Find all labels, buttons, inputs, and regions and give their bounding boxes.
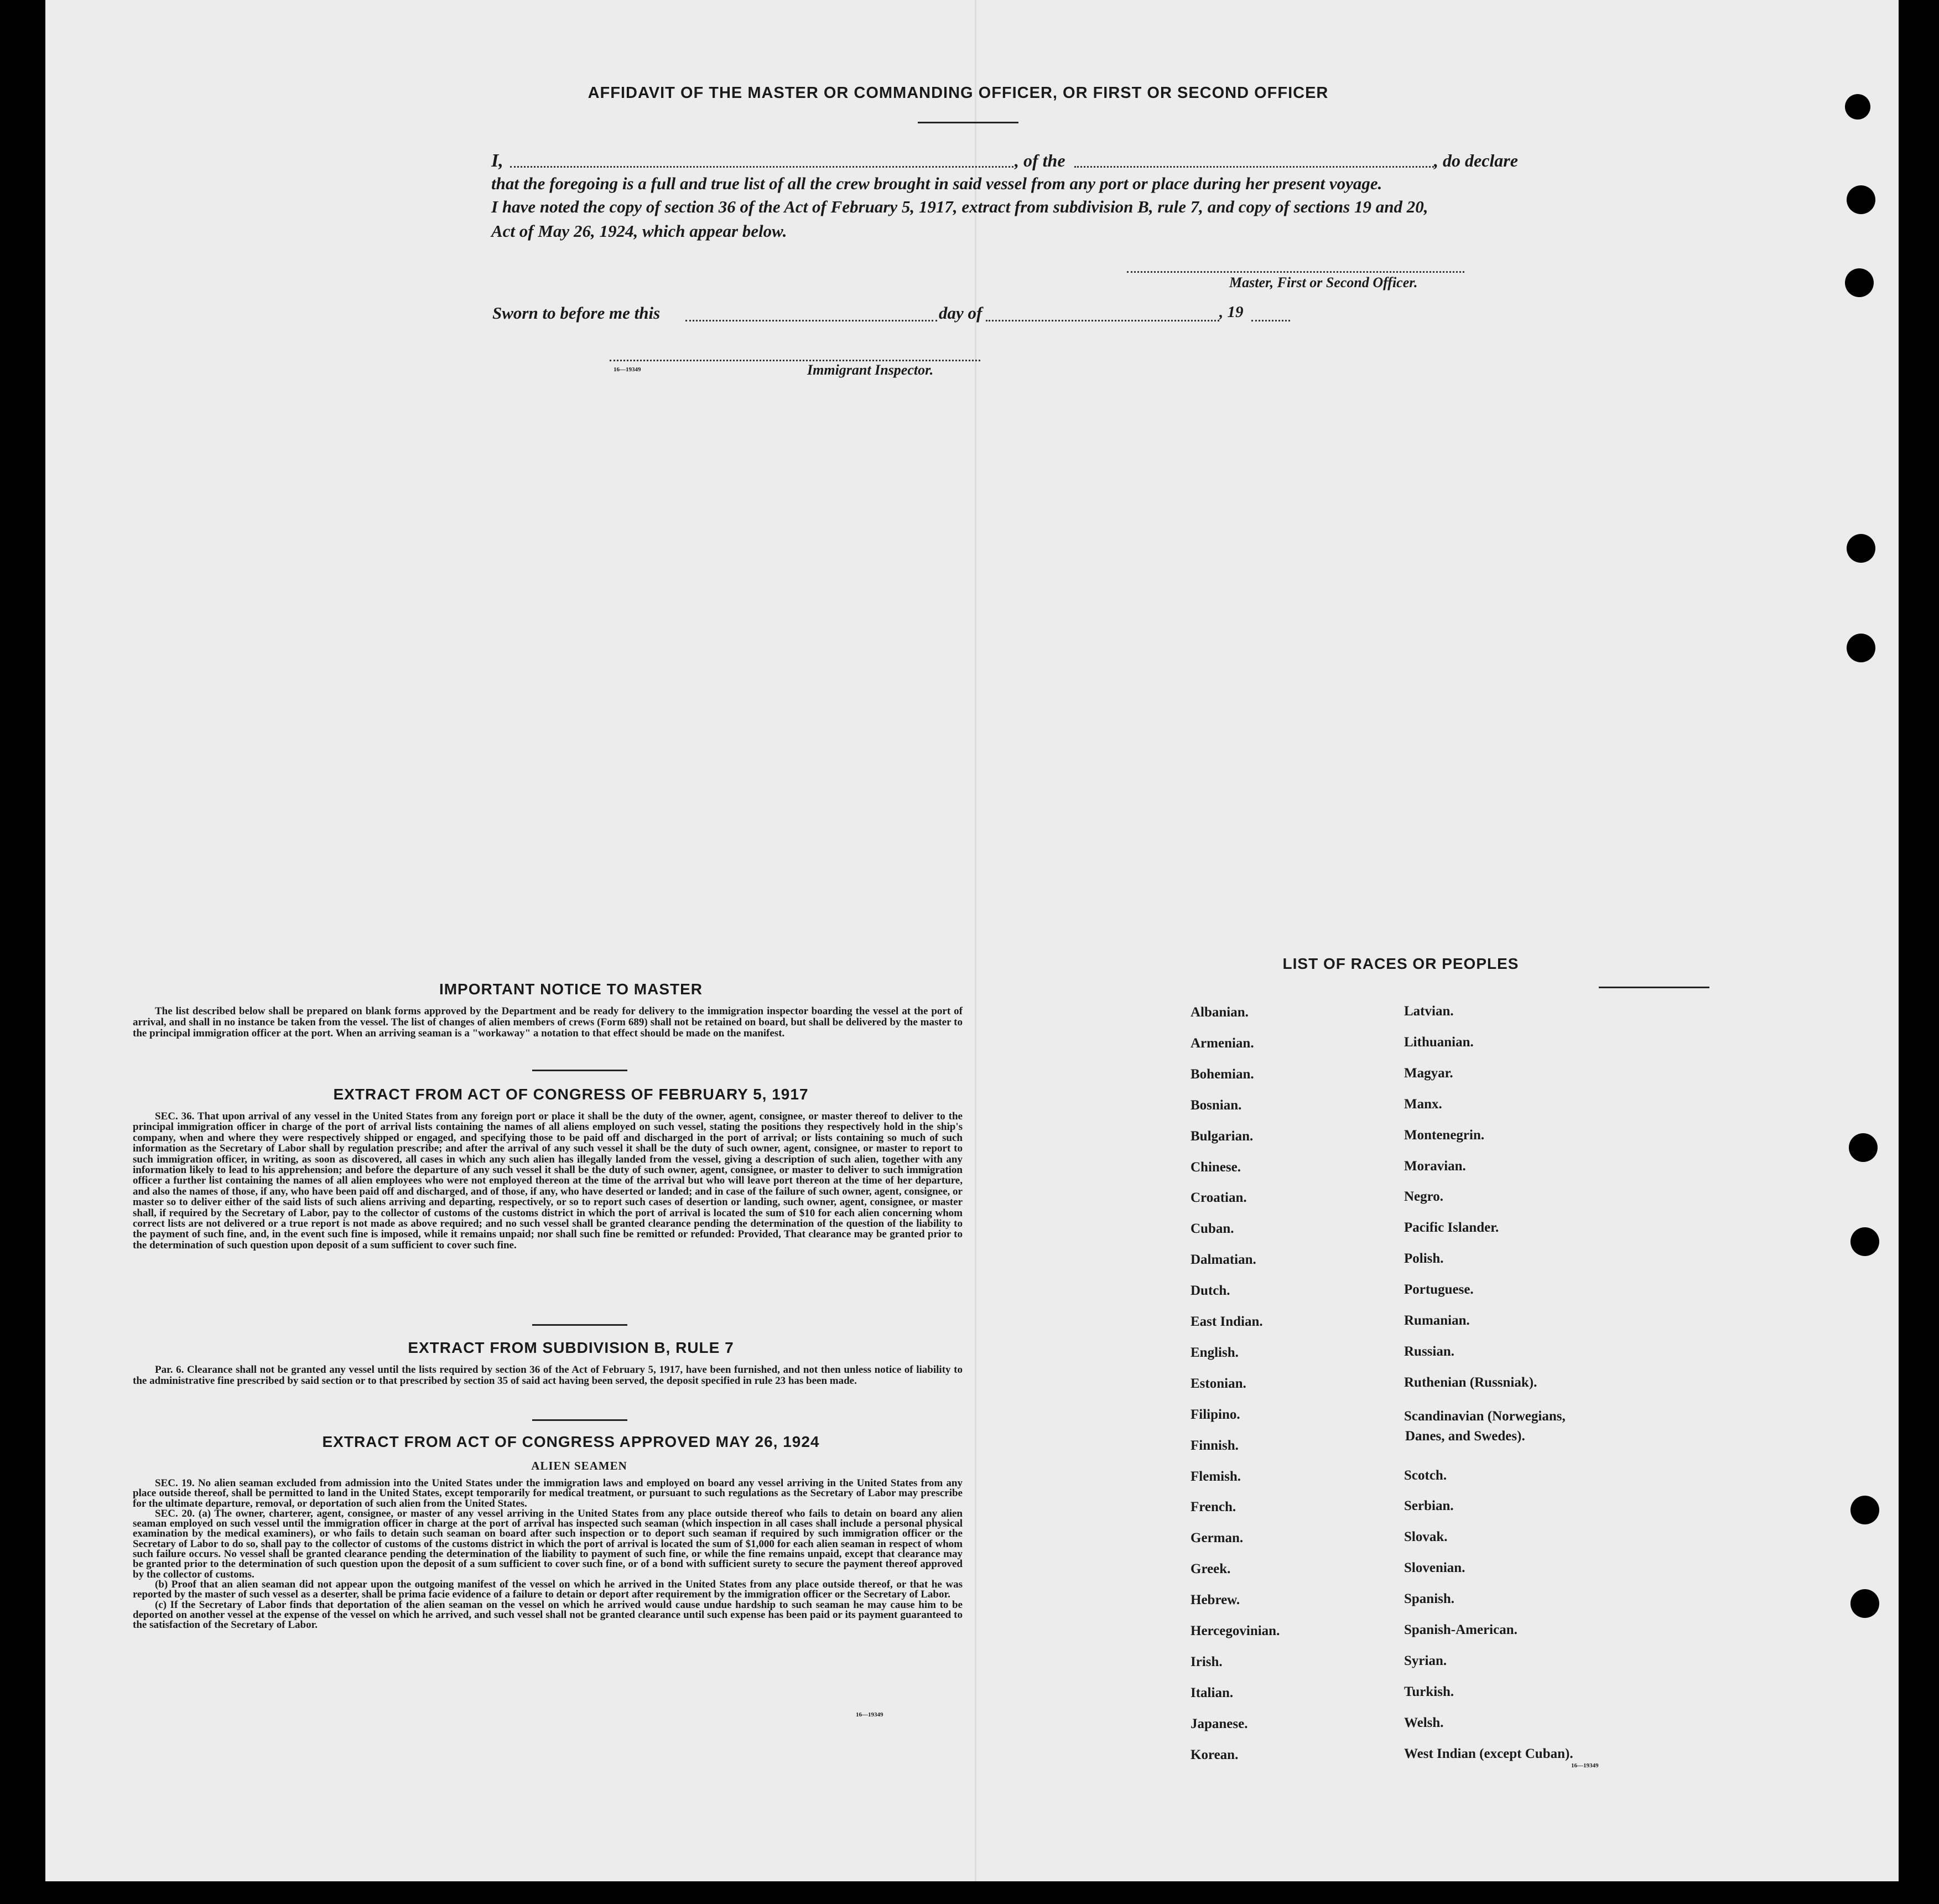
races-title: LIST OF RACES OR PEOPLES xyxy=(1282,955,1519,972)
race-item: Lithuanian. xyxy=(1404,1034,1474,1050)
binder-hole xyxy=(1847,185,1875,214)
day-blank xyxy=(685,320,937,321)
sworn-text: Sworn to before me this xyxy=(492,303,661,323)
race-item: Scandinavian (Norwegians, xyxy=(1404,1409,1566,1424)
affidavit-form-number: 16—19349 xyxy=(614,366,641,373)
binder-hole xyxy=(1849,1133,1878,1162)
race-item: Hercegovinian. xyxy=(1191,1623,1280,1638)
race-item: East Indian. xyxy=(1191,1314,1263,1329)
extract-1924-text xyxy=(133,1478,963,1630)
binder-hole xyxy=(1847,634,1875,662)
race-item: Estonian. xyxy=(1191,1376,1246,1391)
race-item: Spanish-American. xyxy=(1404,1622,1517,1637)
binder-hole xyxy=(1850,1496,1879,1524)
race-item: Spanish. xyxy=(1404,1591,1455,1607)
sec-20a-text: SEC. 20. (a) The owner, charterer, agent, consignee, or master of any vessel arriving in the United States from any place outside thereof who fails to detain on board any alien seaman employed on such vessel until the immigration officer in charge at the port of arrival has inspected such seaman (which inspection in all cases shall include a personal physical examination by the medical examiners), or who fails to detain such seaman on board after such inspection or to deport such seaman if required by such immigration officer or the Secretary of Labor to do so, shall pay to the collector of customs of the customs district in which the port of arrival is located the sum of $1,000 for each alien seaman in respect of whom such failure occurs. No vessel shall be granted clearance pending the determination of the liability to payment of such fine, or while the fine remains unpaid, except that clearance may be granted prior to the determination of such question upon the deposit of a sum sufficient to cover such fine, or of a bond with sufficient surety to secure the payment thereof approved by the collector of customs. xyxy=(133,1507,963,1580)
binder-hole xyxy=(1850,1227,1879,1256)
race-item: Latvian. xyxy=(1404,1004,1454,1019)
race-item: Portuguese. xyxy=(1404,1282,1474,1298)
race-item: Slovak. xyxy=(1404,1529,1448,1545)
scandinavian-cont: Danes, and Swedes). xyxy=(1405,1429,1525,1444)
signature-label: Master, First or Second Officer. xyxy=(1229,274,1418,290)
race-item: Pacific Islander. xyxy=(1404,1220,1499,1236)
extract-form-number: 16—19349 xyxy=(856,1711,883,1718)
sec-20b-text: (b) Proof that an alien seaman did not appear upon the outgoing manifest of the vessel on which he arrived in the United States from any place outside thereof, or that he was reported by the master of such vessel as a deserter, shall be prima facie evidence of a failure to detain or deport after requirement by the immigration officer or the Secretary of Labor. xyxy=(133,1578,963,1601)
race-item: Dutch. xyxy=(1191,1283,1230,1299)
year-blank xyxy=(1251,320,1290,321)
race-item: Bohemian. xyxy=(1191,1066,1254,1082)
rule7-title: EXTRACT FROM SUBDIVISION B, RULE 7 xyxy=(408,1339,734,1356)
extract-1917-text: SEC. 36. That upon arrival of any vessel in the United States from any foreign port or place it shall be the duty of the owner, agent, consignee, or master thereof to deliver to the principal immigration officer in charge of the port of arrival lists containing the names of all aliens employed on such vessel, stating the positions they respectively hold in the ship's company, when and where they were respectively shipped or engaged, and specifying those to be paid off and discharged in the port of arrival; or lists containing so much of such information as the Secretary of Labor shall by regulation prescribe; and after the arrival of any such vessel it shall be the duty of such owner, agent, consignee, or master to report to such immigration officer, in writing, as soon as discovered, all cases in which any such alien has illegally landed from the vessel, giving a description of such alien, together with any information likely to lead to his apprehension; and before the departure of any such vessel it shall be the duty of such owner, agent, consignee, or master to deliver to such immigration officer a further list containing the names of all alien employees who were not employed thereon at the time of the arrival but who will leave port thereon at the time of her departure, and also the names of those, if any, who have been paid off and discharged, and of those, if any, who have deserted or landed; and in case of the failure of such owner, agent, consignee, or master so to deliver either of the said lists of such aliens arriving and departing, respectively, or so to report such cases of desertion or landing, such owner, agent, consignee, or master shall, if required by the Secretary of Labor, pay to the collector of customs of the customs district in which the port of arrival is located the sum of $10 for each alien concerning whom correct lists are not delivered or a true report is not made as above required; and no such vessel shall be granted clearance pending the determination of the question of the liability to the payment of such fine, and, in the event such fine is imposed, while it remains unpaid; nor shall such fine be remitted or refunded: Provided, That clearance may be granted prior to the determination of such question upon deposit of a sum sufficient to cover such fine. xyxy=(133,1111,963,1251)
document-page xyxy=(45,0,1899,1881)
race-item: French. xyxy=(1191,1500,1236,1515)
race-item: Cuban. xyxy=(1191,1221,1234,1237)
affidavit-title-rule xyxy=(918,122,1018,123)
race-item: Korean. xyxy=(1191,1747,1239,1762)
binder-hole xyxy=(1845,94,1870,120)
races-form-number: 16—19349 xyxy=(1571,1762,1599,1769)
race-item: Finnish. xyxy=(1191,1438,1239,1453)
binder-hole xyxy=(1850,1589,1879,1618)
race-item: Ruthenian (Russniak). xyxy=(1404,1374,1537,1390)
race-item: Manx. xyxy=(1404,1096,1442,1112)
extract-1924-title: EXTRACT FROM ACT OF CONGRESS APPROVED MAY 26, 1924 xyxy=(322,1433,820,1450)
sec-19-text: SEC. 19. No alien seaman excluded from admission into the United States under the immigration laws and employed on board any vessel arriving in the United States from any place outside thereof, shall be permitted to land in the United States, except temporarily for medical treatment, or pursuant to such regulations as the Secretary of Labor may prescribe for the ultimate departure, removal, or deportation of such alien from the United States. xyxy=(133,1477,963,1509)
affidavit-line-2: that the foregoing is a full and true list of all the crew brought in said vessel from any port or place during her present voyage. xyxy=(491,174,1382,193)
race-item: Negro. xyxy=(1404,1189,1444,1205)
inspector-label: Immigrant Inspector. xyxy=(807,362,934,378)
year-text: , 19 xyxy=(1219,303,1244,321)
race-item: Polish. xyxy=(1404,1251,1444,1267)
race-item: Chinese. xyxy=(1191,1159,1241,1175)
race-item: Magyar. xyxy=(1404,1065,1453,1081)
affidavit-title: AFFIDAVIT OF THE MASTER OR COMMANDING OFFICER, OR FIRST OR SECOND OFFICER xyxy=(588,84,1329,102)
inspector-blank xyxy=(610,360,980,361)
race-item: Albanian. xyxy=(1191,1005,1249,1020)
races-title-rule xyxy=(1599,987,1709,988)
race-item: Montenegrin. xyxy=(1404,1127,1485,1143)
binder-hole xyxy=(1847,534,1875,563)
race-item: Bosnian. xyxy=(1191,1097,1242,1113)
extract-1917-title: EXTRACT FROM ACT OF CONGRESS OF FEBRUARY 5, 1917 xyxy=(333,1086,809,1103)
notice-text: The list described below shall be prepared on blank forms approved by the Department and be ready for delivery to the immigration inspector boarding the vessel at the port of arrival, and shall in no instance be taken from the vessel. The list of changes of alien members of crews (Form 689) shall not be retained on board, but shall be delivered by the master to the principal immigration officer at the port. When an arriving seaman is a "workaway" a notation to that effect should be made on the manifest. xyxy=(133,1005,963,1039)
race-item: Turkish. xyxy=(1404,1684,1454,1699)
race-item: German. xyxy=(1191,1531,1244,1546)
race-item: Syrian. xyxy=(1404,1653,1447,1668)
race-item: West Indian (except Cuban). xyxy=(1404,1746,1573,1761)
race-item: Greek. xyxy=(1191,1561,1231,1577)
race-item: Moravian. xyxy=(1404,1158,1466,1174)
race-item: Rumanian. xyxy=(1404,1313,1470,1328)
name-blank xyxy=(510,166,1013,168)
vessel-blank xyxy=(1074,166,1434,168)
race-item: Serbian. xyxy=(1404,1498,1454,1514)
page-fold xyxy=(975,0,976,1881)
race-item: Dalmatian. xyxy=(1191,1252,1256,1268)
alien-seamen-subtitle: ALIEN SEAMEN xyxy=(531,1459,627,1472)
race-item: Irish. xyxy=(1191,1654,1223,1669)
race-item: Japanese. xyxy=(1191,1716,1248,1731)
affidavit-do-declare: , do declare xyxy=(1434,151,1518,170)
rule7-rule-bottom xyxy=(532,1419,627,1421)
race-item: English. xyxy=(1191,1345,1239,1360)
race-item: Filipino. xyxy=(1191,1407,1240,1422)
rule7-text: Par. 6. Clearance shall not be granted any vessel until the lists required by section 36 of the Act of February 5, 1917, have been furnished, and not then unless notice of liability to the administrative fine prescribed by said section or to that prescribed by section 35 of said act having been served, the deposit specified in rule 23 has been made. xyxy=(133,1364,963,1387)
affidavit-of-the: , of the xyxy=(1015,151,1065,170)
race-item: Welsh. xyxy=(1404,1715,1444,1730)
month-blank xyxy=(986,320,1219,321)
race-item: Hebrew. xyxy=(1191,1592,1240,1608)
binder-hole xyxy=(1845,268,1874,297)
race-item: Armenian. xyxy=(1191,1035,1254,1051)
affidavit-line-4: Act of May 26, 1924, which appear below. xyxy=(491,221,787,241)
race-item: Italian. xyxy=(1191,1685,1234,1700)
day-of-text: day of xyxy=(939,303,983,323)
affidavit-i: I, xyxy=(491,151,503,171)
sec-20c-text: (c) If the Secretary of Labor finds that deportation of the alien seaman on the vessel on which he arrived would cause undue hardship to such seaman he may cause him to be deported on another vessel at the expense of the vessel on which he arrived, and such vessel shall not be granted clearance until such expense has been paid or its payment guaranteed to the satisfaction of the Secretary of Labor. xyxy=(133,1599,963,1631)
notice-rule xyxy=(532,1070,627,1071)
race-item: Slovenian. xyxy=(1404,1560,1465,1576)
race-item: Scotch. xyxy=(1404,1467,1447,1483)
affidavit-line-3: I have noted the copy of section 36 of the Act of February 5, 1917, extract from subdivision B, rule 7, and copy of sections 19 and 20, xyxy=(491,197,1428,216)
race-item: Croatian. xyxy=(1191,1190,1247,1206)
race-item: Flemish. xyxy=(1191,1469,1241,1484)
rule7-rule-top xyxy=(532,1324,627,1326)
signature-blank xyxy=(1127,271,1464,273)
race-item: Bulgarian. xyxy=(1191,1128,1254,1144)
notice-title: IMPORTANT NOTICE TO MASTER xyxy=(439,980,703,998)
race-item: Russian. xyxy=(1404,1343,1455,1359)
